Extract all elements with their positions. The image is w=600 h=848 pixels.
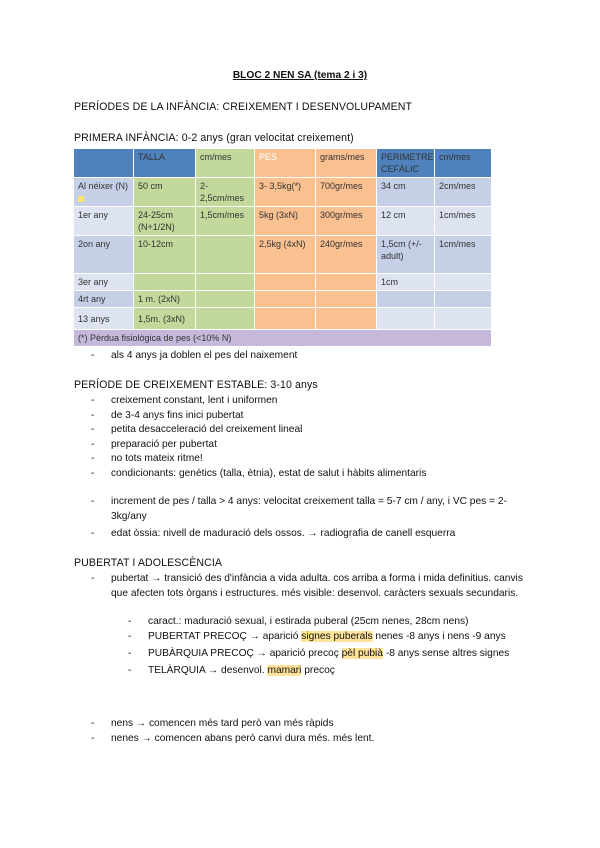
table-row: [74, 308, 492, 330]
section-heading-pubertat: PUBERTAT I ADOLESCÈNCIA: [74, 557, 223, 569]
list-item: - nenes → comencen abans però canvi dura més. més lent.: [91, 731, 531, 746]
table-cell: [196, 308, 255, 330]
list-item: - de 3-4 anys fins inici pubertat: [91, 409, 531, 424]
table-cell: [377, 291, 435, 308]
table-cell: [196, 236, 255, 274]
highlighted-text: mamari: [267, 665, 302, 676]
list-pubertat: [91, 571, 531, 601]
table-cell: [196, 274, 255, 291]
list-item: - nens → comencen més tard però van més ràpids: [91, 716, 531, 731]
table-cell: 1,5m. (3xN): [134, 308, 196, 330]
table-cell: 1,5cm/mes: [196, 207, 255, 236]
table-cell: [377, 308, 435, 330]
table-cell: 10-12cm: [134, 236, 196, 274]
list-item: - als 4 anys ja doblen el pes del naixement: [91, 349, 531, 363]
table-row: [74, 274, 492, 291]
table-cell: [255, 291, 316, 308]
table-cell: 3- 3,5kg(*): [255, 178, 316, 207]
list-item: [128, 646, 528, 661]
text-segment: TELÀRQUIA → desenvol.: [148, 665, 268, 676]
table-cell: 700gr/mes: [316, 178, 377, 207]
highlighted-text: pèl pubià: [341, 648, 383, 659]
section-heading-primera-infancia: PRIMERA INFÀNCIA: 0-2 anys (gran velocitat creixement): [74, 132, 354, 144]
list-item: - condicionants: genètics (talla, ètnia), estat de salut i hàbits alimentaris: [91, 467, 531, 482]
text-segment: precoç: [301, 665, 335, 676]
table-cell: [74, 178, 134, 207]
list-item: - petita desacceleració del creixement lineal: [91, 423, 531, 438]
list-item: - increment de pes / talla > 4 anys: velocitat creixement talla = 5-7 cm / any, i VC pes = 2-3kg/any: [91, 494, 531, 524]
table-cell: 1cm: [377, 274, 435, 291]
list-item: - no tots mateix ritme!: [91, 452, 531, 467]
section-heading-periodes: PERÍODES DE LA INFÀNCIA: CREIXEMENT I DESENVOLUPAMENT: [74, 101, 413, 113]
table-cell: 12 cm: [377, 207, 435, 236]
list-item: - creixement constant, lent i uniformen: [91, 394, 531, 409]
table-cell: [255, 274, 316, 291]
table-cell: [255, 308, 316, 330]
list-item: [128, 663, 528, 678]
table-cell: 2cm/mes: [435, 178, 492, 207]
header-pes: PES: [255, 149, 316, 178]
table-cell: 24-25cm (N+1/2N): [134, 207, 196, 236]
table-cell: [316, 291, 377, 308]
table-cell: [435, 291, 492, 308]
table-cell: 1 m. (2xN): [134, 291, 196, 308]
table-cell: [134, 274, 196, 291]
table-cell: 1cm/mes: [435, 207, 492, 236]
header-cell: [196, 149, 255, 178]
growth-table: [73, 148, 492, 347]
table-cell: 240gr/mes: [316, 236, 377, 274]
header-talla: TALLA: [138, 152, 165, 162]
list-item: [128, 629, 528, 644]
table-header-row: [74, 149, 492, 178]
list-increment: [91, 494, 531, 541]
header-perimetre-rate: cm/mes: [435, 149, 492, 178]
header-perimetre: PERIMETRE CEFÀLIC: [377, 149, 435, 178]
table-row: [74, 178, 492, 207]
text-segment: PUBÀRQUIA PRECOÇ → aparició precoç: [148, 648, 342, 659]
table-cell: [196, 291, 255, 308]
table-cell: [435, 308, 492, 330]
table-cell: 1cm/mes: [435, 236, 492, 274]
table-cell: 34 cm: [377, 178, 435, 207]
table-cell: [316, 274, 377, 291]
header-pes-rate: grams/mes: [316, 149, 377, 178]
table-cell: 13 anys: [74, 308, 134, 330]
table-row: [74, 236, 492, 274]
row-label: Al néixer (N): [78, 181, 129, 191]
text-segment: nenes -8 anys i nens -9 anys: [372, 631, 506, 642]
table-cell: 1,5cm (+/- adult): [377, 236, 435, 274]
list-item: - caract.: maduració sexual, i estirada puberal (25cm nenes, 28cm nens): [128, 614, 528, 629]
header-cell: [74, 149, 134, 178]
table-row: [74, 291, 492, 308]
table-cell: 2on any: [74, 236, 134, 274]
table-cell: 3er any: [74, 274, 134, 291]
text-segment: PUBERTAT PRECOÇ → aparició: [148, 631, 302, 642]
table-footnote-row: [74, 330, 492, 347]
text-segment: -8 anys sense altres signes: [382, 648, 510, 659]
table-footnote: (*) Pèrdua fisiològica de pes (<10% N): [74, 330, 492, 347]
table-cell: [316, 308, 377, 330]
table-cell: 2,5kg (4xN): [255, 236, 316, 274]
list-creixement: [91, 394, 531, 481]
list-item: - preparació per pubertat: [91, 438, 531, 453]
section-heading-creixement-estable: PERÍODE DE CREIXEMENT ESTABLE: 3-10 anys: [74, 379, 318, 391]
highlighted-text: signes puberals: [301, 631, 373, 642]
list-item: - pubertat → transició des d'infància a vida adulta. cos arriba a forma i mida definitius. canvis que afecten tots òrgans i estructures. més visible: desenvol. caràcters sexuals secundaris.: [91, 571, 531, 601]
table-cell: 300gr/mes: [316, 207, 377, 236]
list-pubertat-sub: [128, 614, 528, 678]
header-cell: [134, 149, 196, 178]
list-nens-nenes: [91, 716, 531, 746]
table-cell: 1er any: [74, 207, 134, 236]
header-talla-rate: cm/mes: [200, 152, 232, 162]
table-cell: 2-2,5cm/mes: [196, 178, 255, 207]
table-cell: [435, 274, 492, 291]
document-title: BLOC 2 NEN SA (tema 2 i 3): [232, 70, 368, 81]
highlight-marker: [78, 196, 84, 202]
table-row: [74, 207, 492, 236]
table-cell: 5kg (3xN): [255, 207, 316, 236]
list-table-note: [91, 349, 531, 363]
table-cell: 4rt any: [74, 291, 134, 308]
list-item: - edat òssia: nivell de maduració dels ossos. → radiografia de canell esquerra: [91, 526, 531, 541]
table-cell: 50 cm: [134, 178, 196, 207]
